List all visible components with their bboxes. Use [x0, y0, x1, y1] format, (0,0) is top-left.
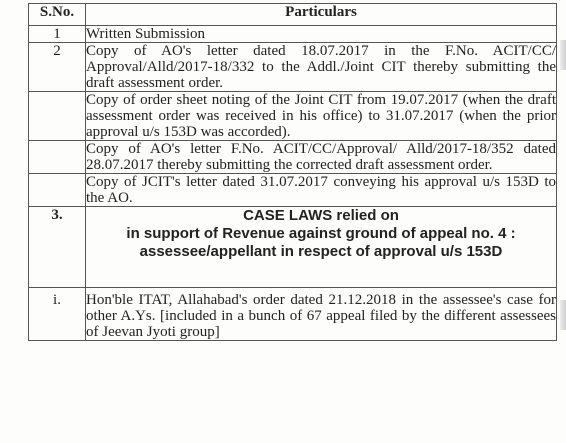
row-sno: [29, 141, 86, 174]
table-header-row: [29, 4, 557, 26]
row-sno: [29, 92, 86, 141]
row-sno: [29, 174, 86, 207]
case-laws-title: CASE LAWS relied on: [243, 207, 399, 224]
table-row: [29, 141, 557, 174]
case-laws-sno: 3.: [29, 207, 86, 288]
row-particulars: Copy of order sheet noting of the Joint CIT from 19.07.2017 (when the draft assessment order was received in his office) to 31.07.2017 (when the prior approval u/s 153D was accorded).: [86, 92, 556, 140]
table-row: [29, 174, 557, 207]
row-sno: 2: [29, 43, 86, 92]
case-laws-cell: [86, 207, 557, 288]
case-laws-heading: [86, 207, 556, 261]
page-edge-shadow: [560, 300, 566, 330]
case-laws-subtitle-line-2: assessee/appellant in respect of approval u/s 153D: [139, 243, 503, 260]
row-particulars: Copy of AO's letter dated 18.07.2017 in the F.No. ACIT/CC/ Approval/Alld/2017-18/332 to the Addl./Joint CIT thereby submitting the draft assessment order.: [86, 43, 556, 91]
particulars-table: [28, 3, 557, 341]
table-row: [29, 26, 557, 43]
table-row: [29, 288, 557, 341]
row-particulars: Hon'ble ITAT, Allahabad's order dated 21.12.2018 in the assessee's case for other A.Ys. [included in a bunch of 67 appeal filed by the different assessees of Jeevan Jyoti group]: [86, 288, 557, 341]
case-laws-row: [29, 207, 557, 288]
page-edge-shadow: [560, 40, 566, 70]
table-row: [29, 92, 557, 141]
particulars-column-header: Particulars: [86, 4, 557, 26]
sno-column-header: S.No.: [29, 4, 86, 26]
case-laws-subtitle-line-1: in support of Revenue against ground of appeal no. 4 :: [126, 225, 516, 242]
row-particulars: Written Submission: [86, 26, 557, 43]
row-particulars: Copy of AO's letter F.No. ACIT/CC/Approval/ Alld/2017-18/352 dated 28.07.2017 thereby submitting the corrected draft assessment order.: [86, 141, 556, 173]
table-row: [29, 43, 557, 92]
row-particulars: Copy of JCIT's letter dated 31.07.2017 conveying his approval u/s 153D to the AO.: [86, 174, 556, 206]
row-sno: i.: [29, 288, 86, 341]
row-sno: 1: [29, 26, 86, 43]
